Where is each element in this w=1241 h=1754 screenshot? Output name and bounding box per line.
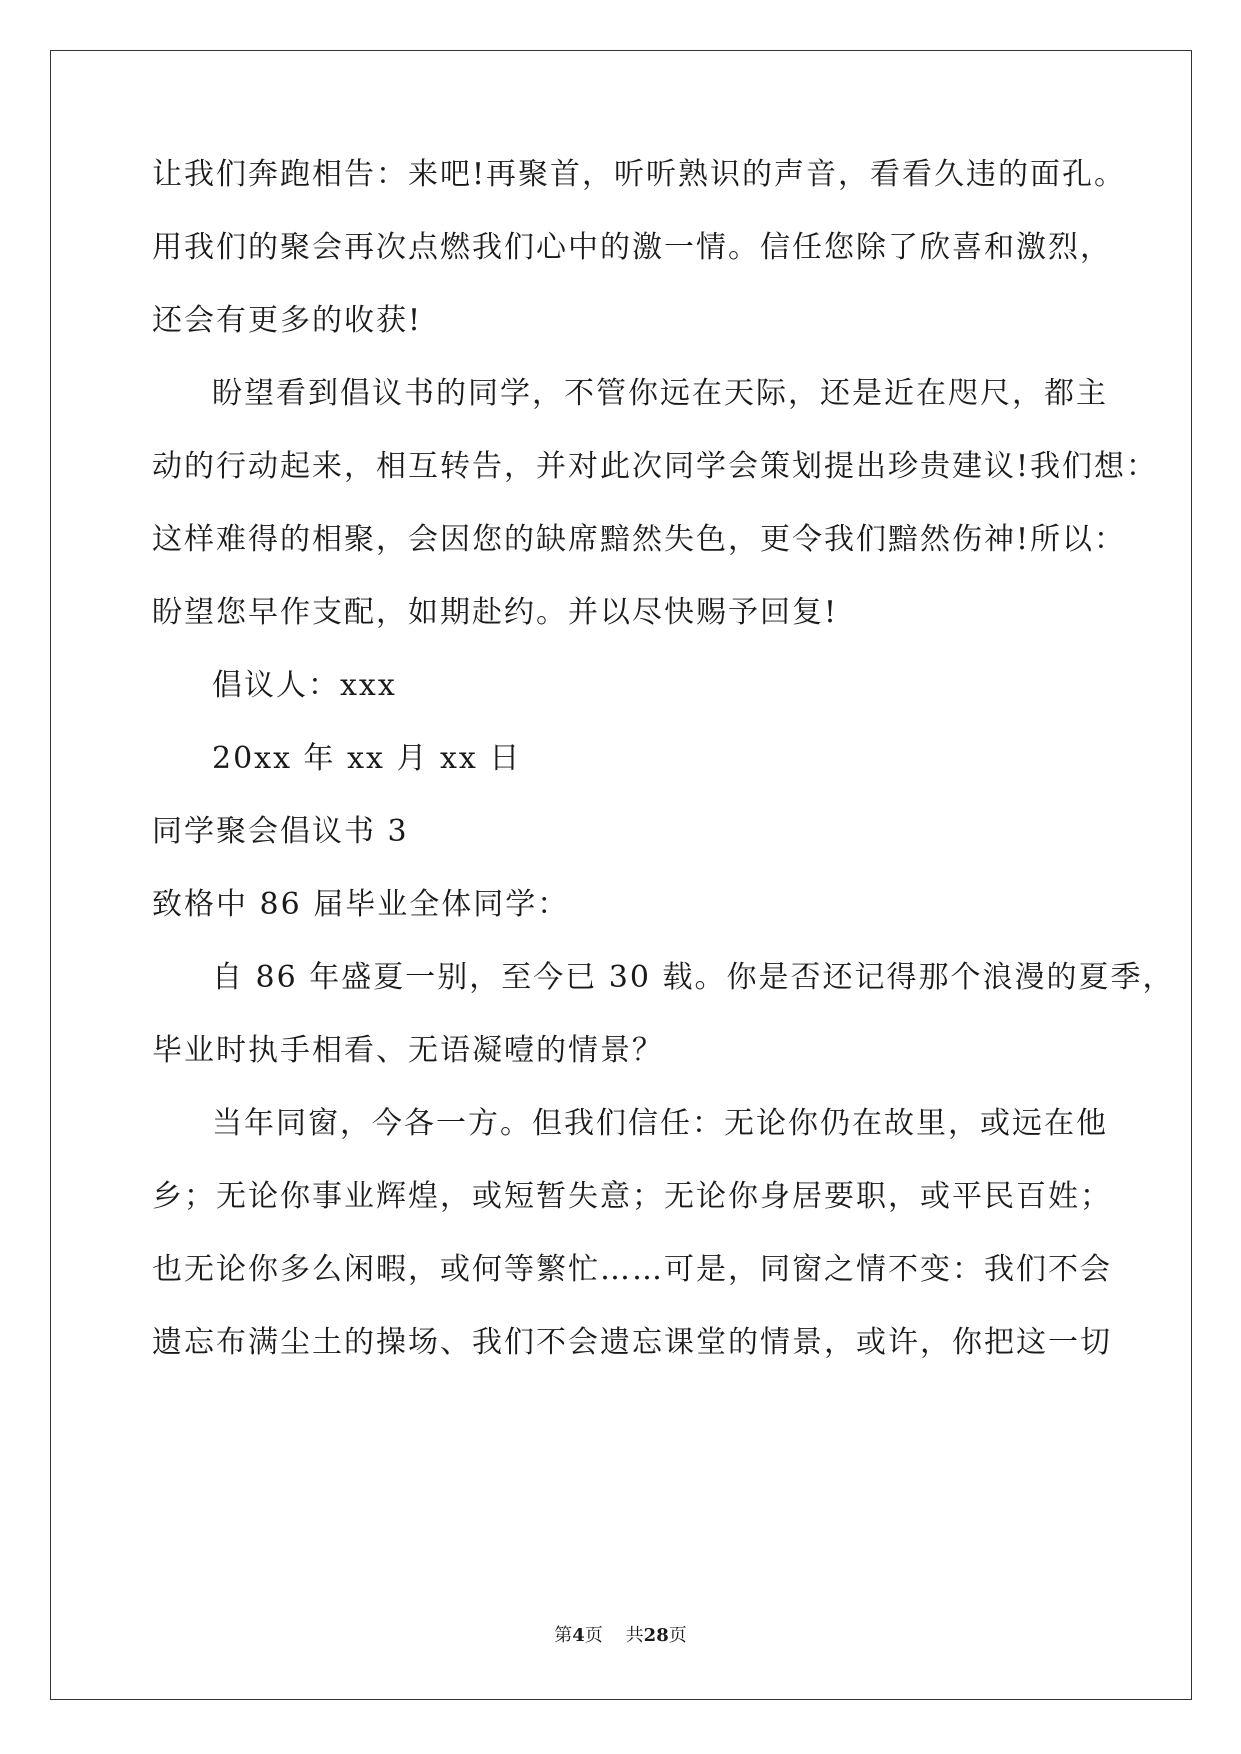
section-title: 同学聚会倡议书 3 [152, 814, 409, 849]
text-line-4: 盼望看到倡议书的同学，不管你远在天际，还是近在咫尺，都主 [212, 376, 1108, 411]
footer-total-unit: 页 [668, 1625, 687, 1646]
text-line-7: 盼望您早作支配，如期赴约。并以尽快赐予回复! [152, 595, 839, 630]
signer-line: 倡议人：xxx [212, 668, 397, 703]
text-line-15: 乡；无论你事业辉煌，或短暂失意；无论你身居要职，或平民百姓； [152, 1179, 1112, 1214]
salutation-line: 致格中 86 届毕业全体同学： [152, 887, 570, 922]
text-line-16: 也无论你多么闲暇，或何等繁忙……可是，同窗之情不变：我们不会 [152, 1252, 1112, 1287]
text-line-17: 遗忘布满尘土的操场、我们不会遗忘课堂的情景，或许，你把这一切 [152, 1325, 1112, 1360]
text-line-3: 还会有更多的收获! [152, 303, 423, 338]
footer-prefix: 第 [554, 1625, 573, 1646]
page-footer [0, 1624, 1241, 1648]
footer-total-pages: 28 [643, 1625, 669, 1646]
date-line: 20xx 年 xx 月 xx 日 [212, 741, 522, 776]
text-line-12: 自 86 年盛夏一别，至今已 30 载。你是否还记得那个浪漫的夏季， [212, 960, 1175, 995]
text-line-13: 毕业时执手相看、无语凝噎的情景？ [152, 1033, 664, 1068]
text-line-14: 当年同窗，今各一方。但我们信任：无论你仍在故里，或远在他 [212, 1106, 1108, 1141]
text-line-1: 让我们奔跑相告：来吧!再聚首，听听熟识的声音，看看久违的面孔。 [152, 157, 1127, 192]
text-line-2: 用我们的聚会再次点燃我们心中的激一情。信任您除了欣喜和激烈， [152, 230, 1112, 265]
footer-page-number: 4 [572, 1625, 585, 1646]
text-line-5: 动的行动起来，相互转告，并对此次同学会策划提出珍贵建议!我们想： [152, 449, 1159, 484]
page-border [50, 50, 1192, 1700]
footer-total-prefix: 共 [625, 1625, 644, 1646]
footer-page-unit: 页 [584, 1625, 603, 1646]
text-line-6: 这样难得的相聚，会因您的缺席黯然失色，更令我们黯然伤神!所以： [152, 522, 1127, 557]
